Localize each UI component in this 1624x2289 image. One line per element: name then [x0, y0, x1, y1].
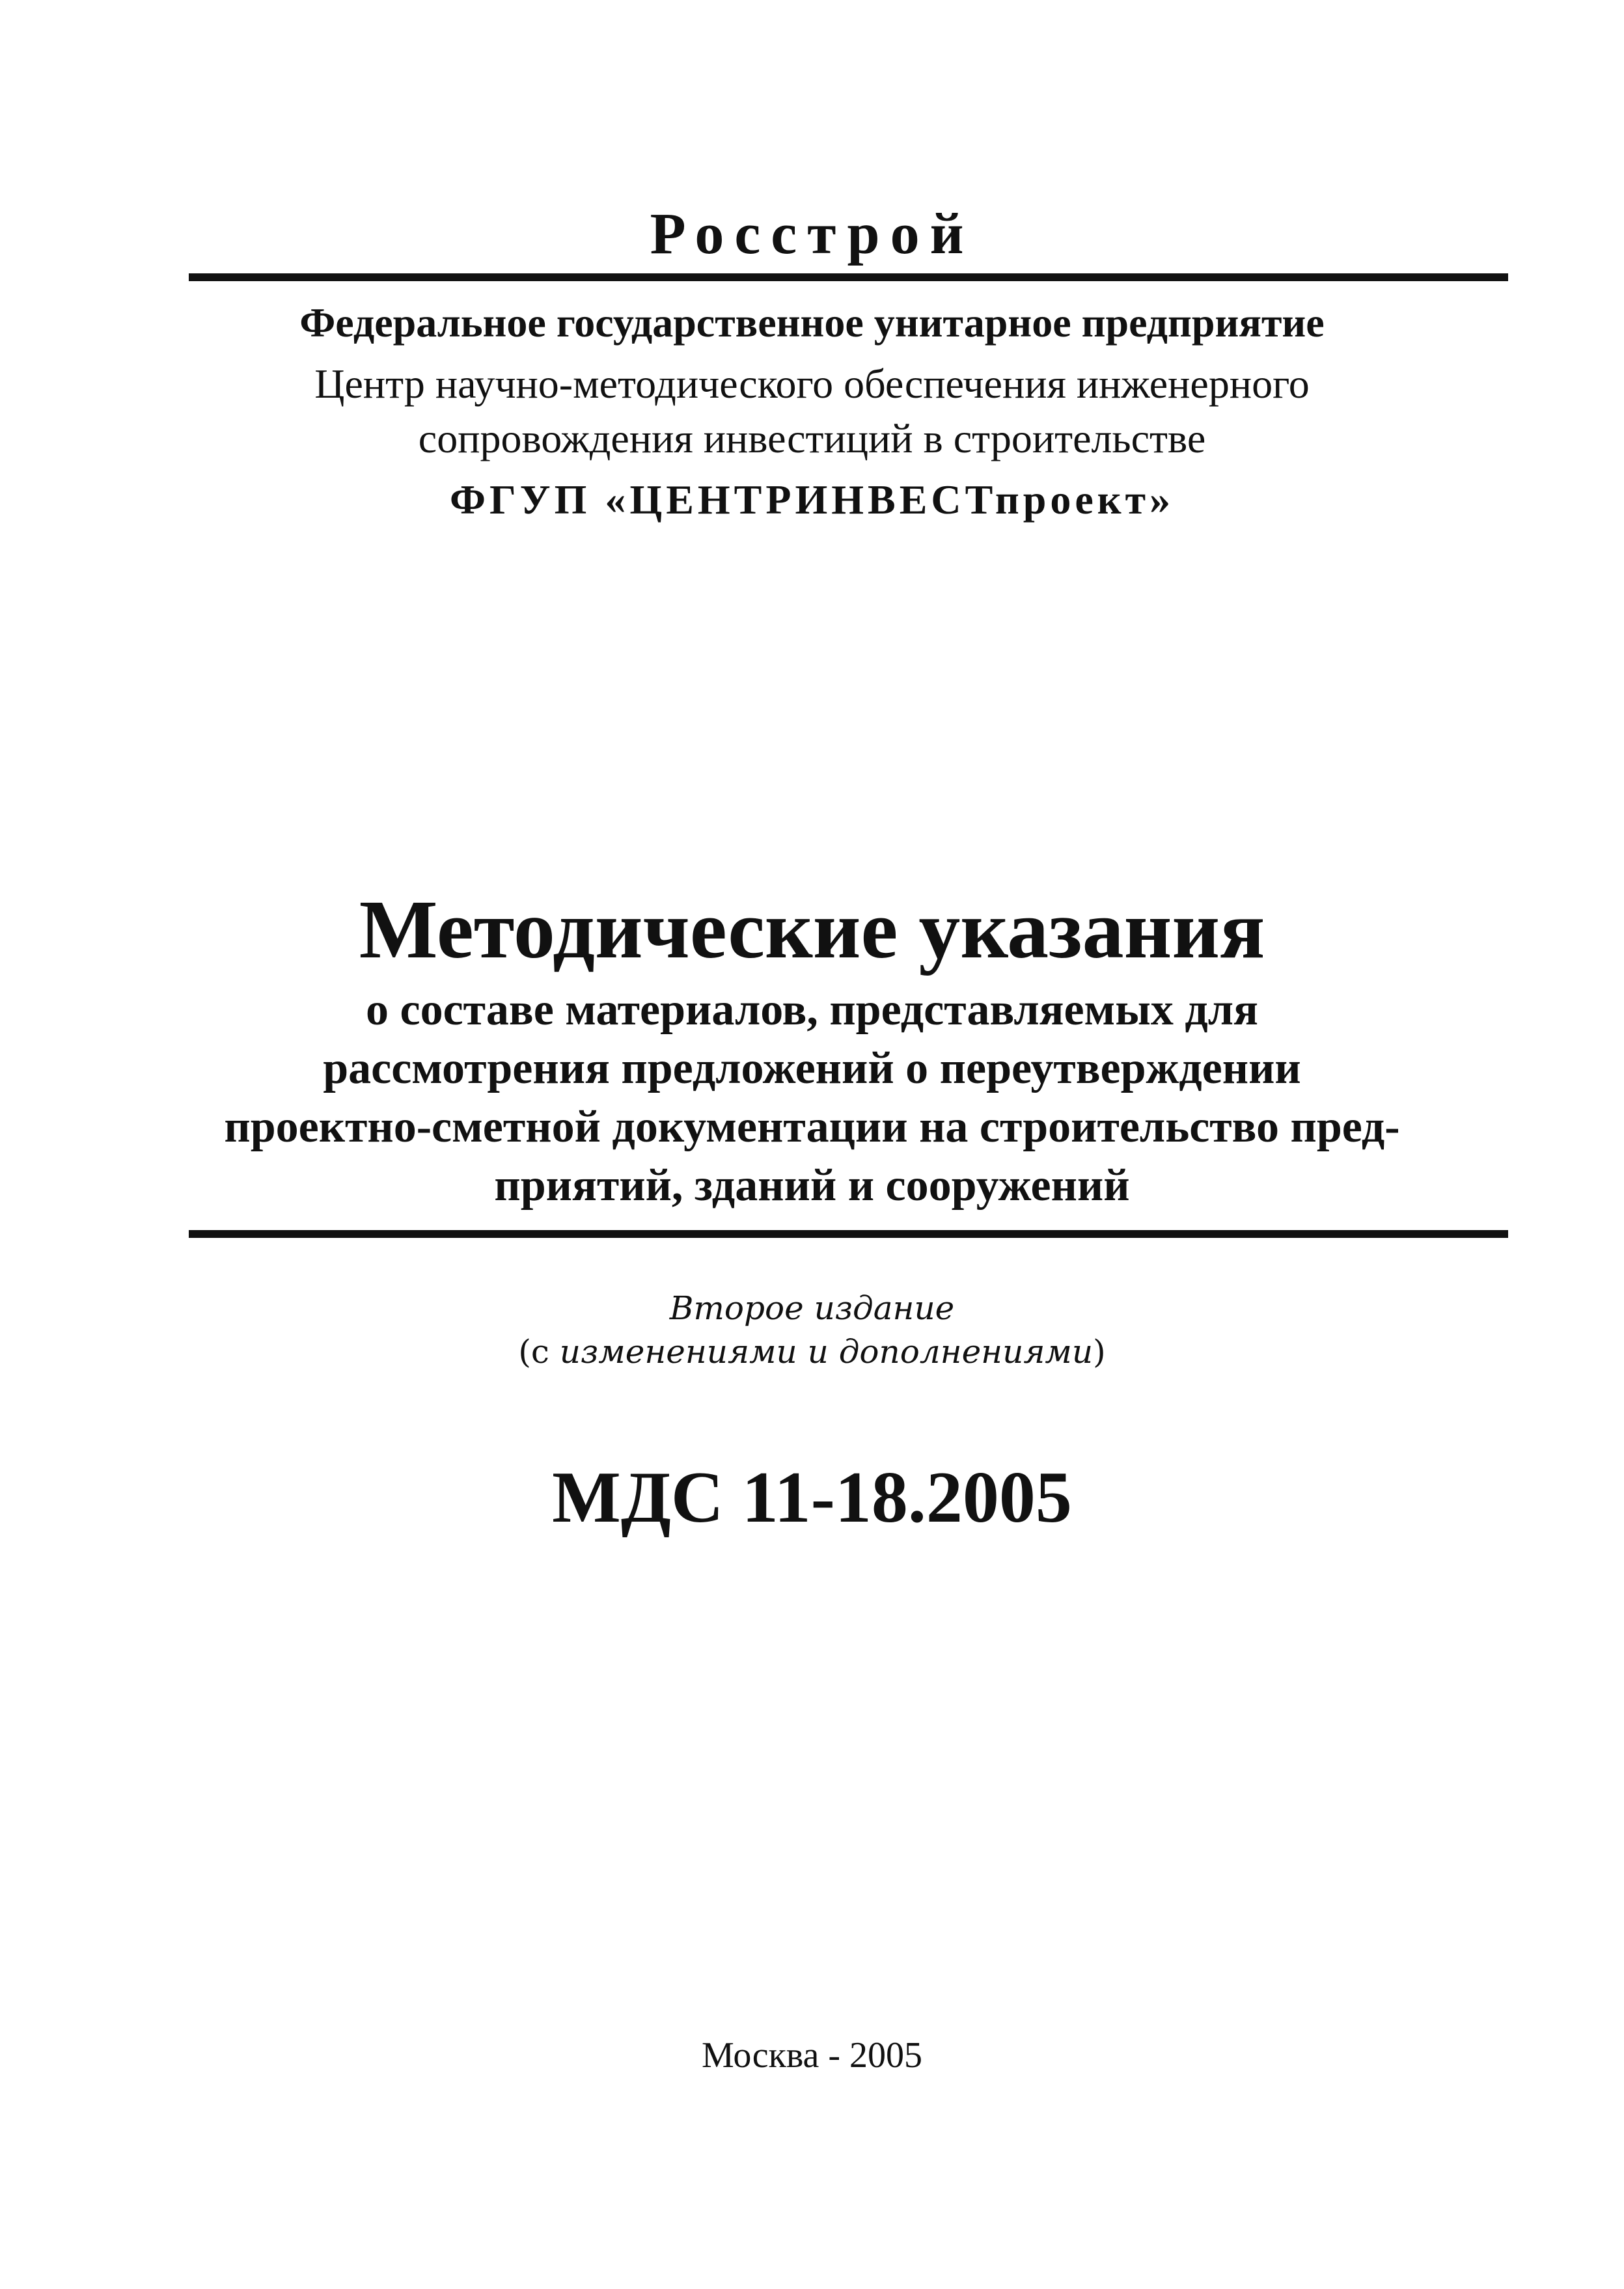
subtitle-line-4: приятий, зданий и сооружений [494, 1160, 1130, 1211]
edition-note-open: (с [518, 1333, 560, 1371]
edition-note-close: ) [1093, 1333, 1106, 1371]
place-and-year: Москва - 2005 [701, 2035, 923, 2076]
edition-label: Второе издание [669, 1289, 955, 1327]
center-name-line-1: Центр научно-методического обеспечения инженерного [314, 361, 1310, 407]
enterprise-type: Федеральное государственное унитарное предприятие [299, 299, 1325, 346]
document-title: Методические указания [359, 883, 1265, 976]
enterprise-short-name: ФГУП «ЦЕНТРИНВЕСТпроект» [449, 476, 1175, 523]
center-name-line-2: сопровождения инвестиций в строительстве [418, 415, 1206, 461]
subtitle-line-3: проектно-сметной документации на строительство пред- [224, 1102, 1400, 1152]
document-code: МДС 11-18.2005 [552, 1457, 1072, 1538]
top-divider [189, 273, 1508, 281]
organization-name: Росстрой [650, 202, 974, 266]
subtitle-line-2: рассмотрения предложений о переутверждении [323, 1043, 1301, 1093]
edition-note [0, 1332, 1624, 1371]
subtitle-line-1: о составе материалов, представляемых для [366, 985, 1258, 1035]
bottom-divider [189, 1230, 1508, 1238]
edition-note-text: изменениями и дополнениями [559, 1333, 1094, 1371]
